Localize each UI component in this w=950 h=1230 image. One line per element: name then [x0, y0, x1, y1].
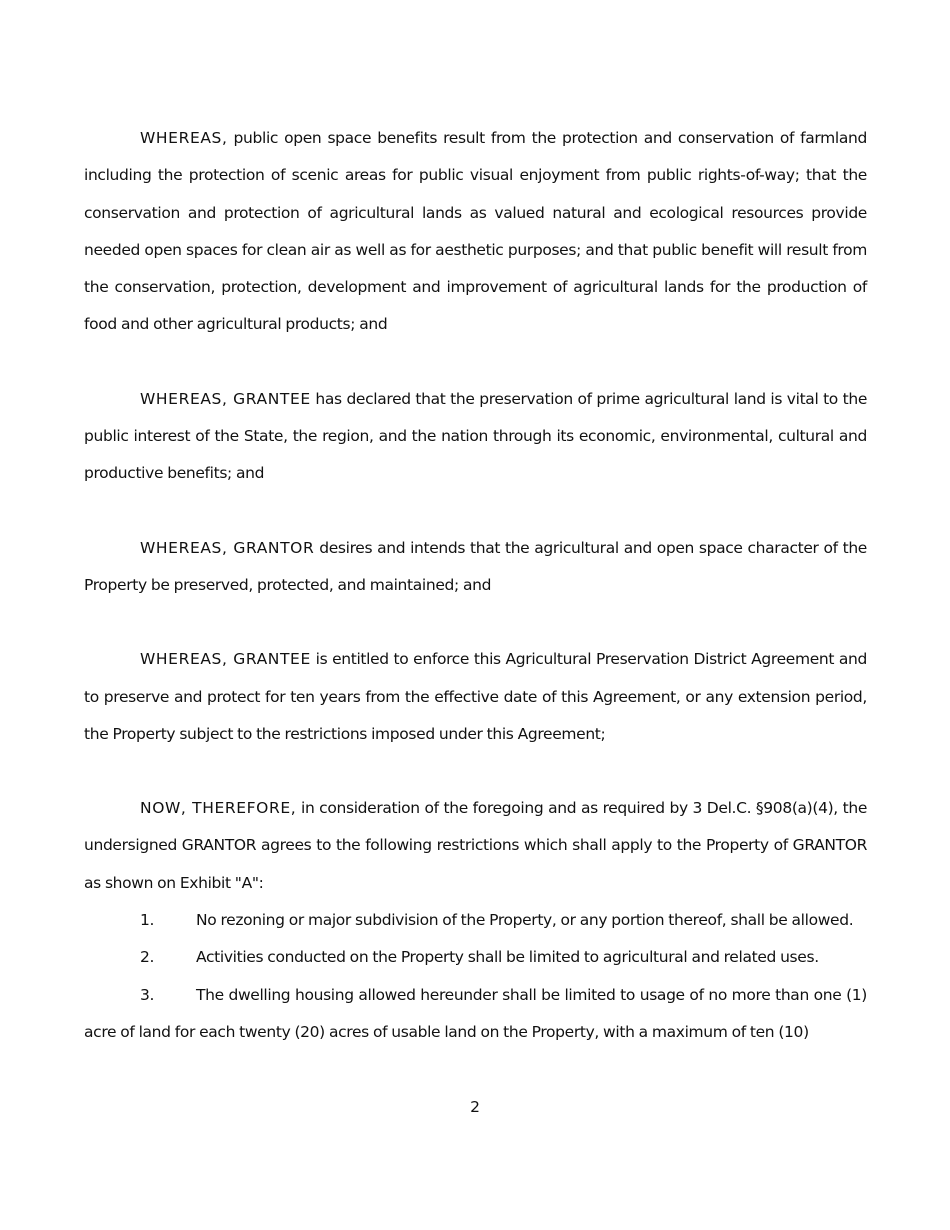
restriction-item-2: [84, 939, 867, 976]
paragraph-text: has declared that the preservation of prime agricultural land is vital to the public interest of the State, the region, and the nation through its economic, environmental, cultural and productive benefits; and: [84, 389, 867, 483]
item-text: No rezoning or major subdivision of the Property, or any portion thereof, shall be allowed.: [196, 911, 854, 930]
document-page: [84, 120, 867, 1051]
paragraph-text: in consideration of the foregoing and as required by 3 Del.C. §908(a)(4), the undersigned GRANTOR agrees to the following restrictions which shall apply to the Property of GRANTOR as shown on Exhibit "A":: [84, 799, 868, 892]
restriction-item-1: [84, 902, 867, 939]
paragraph-lead: WHEREAS, GRANTOR: [140, 538, 315, 557]
paragraph-lead: WHEREAS, GRANTEE: [140, 650, 311, 669]
paragraph-text: public open space benefits result from the protection and conservation of farmland including the protection of scenic areas for public visual enjoyment from public rights-of-way; that the conservation and protection of agricultural lands as valued natural and ecological resources provide needed open spaces for clean air as well as for aesthetic purposes; and that public benefit will result from the conservation, protection, development and improvement of agricultural lands for the production of food and other agricultural products; and: [84, 129, 867, 334]
paragraph-lead: NOW, THEREFORE,: [140, 799, 297, 818]
restriction-item-3: [84, 977, 867, 1052]
paragraph-text: is entitled to enforce this Agricultural Preservation District Agreement and to preserve and protect for ten years from the effective date of this Agreement, or any extension period, the Property subject to the restrictions imposed under this Agreement;: [84, 650, 867, 743]
page-number: 2: [470, 1098, 480, 1116]
item-text: The dwelling housing allowed hereunder shall be limited to usage of no more than one (1) acre of land for each twenty (20) acres of usable land on the Property, with a maximum of ten (10): [84, 985, 867, 1041]
whereas-paragraph-1: [84, 120, 867, 344]
paragraph-lead: WHEREAS, GRANTEE: [140, 389, 311, 408]
item-number: 1.: [140, 911, 155, 930]
whereas-paragraph-3: [84, 530, 867, 605]
paragraph-lead: WHEREAS,: [140, 129, 228, 147]
whereas-paragraph-4: [84, 641, 867, 753]
item-number: 3.: [140, 985, 155, 1004]
paragraph-text: desires and intends that the agricultural and open space character of the Property be preserved, protected, and maintained; and: [84, 538, 867, 594]
whereas-paragraph-2: [84, 381, 867, 493]
now-therefore-paragraph: [84, 790, 867, 902]
item-text: Activities conducted on the Property shall be limited to agricultural and related uses.: [196, 948, 819, 967]
item-number: 2.: [140, 948, 155, 967]
